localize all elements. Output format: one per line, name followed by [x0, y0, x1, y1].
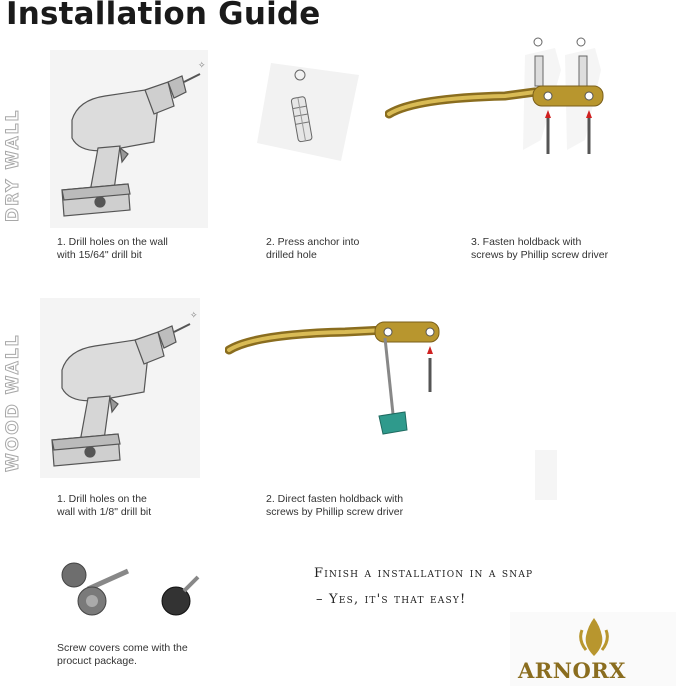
caption-line: screws by Phillip screw driver	[471, 249, 609, 261]
dry-step-1-caption	[57, 236, 168, 262]
caption-line: drilled hole	[266, 249, 317, 261]
caption-line: 1. Drill holes on the	[57, 493, 147, 505]
brand-name: ARNORX	[518, 658, 626, 683]
slogan-line-1: Finish a installation in a snap	[314, 566, 534, 581]
dry-step-2-caption	[266, 236, 359, 262]
drill-illustration-dry	[50, 50, 208, 228]
svg-text:✧: ✧	[190, 311, 198, 321]
wall-paper-fragment	[535, 450, 557, 500]
caption-line: 2. Press anchor into	[266, 236, 360, 248]
brand-emblem-icon	[576, 616, 612, 658]
dry-wall-label: DRY WALL	[3, 108, 23, 222]
anchor-illustration	[255, 45, 363, 165]
page-title: Installation Guide	[6, 0, 321, 32]
svg-text:✧: ✧	[198, 61, 206, 71]
caption-line: 3. Fasten holdback with	[471, 236, 582, 248]
wood-step-1-caption	[57, 493, 151, 519]
screw-covers-illustration	[52, 555, 212, 627]
caption-line: procuct package.	[57, 655, 137, 667]
caption-line: screws by Phillip screw driver	[266, 506, 404, 518]
holdback-fasten-wood	[225, 318, 455, 448]
dry-step-3-caption	[471, 236, 608, 262]
brand-logo	[510, 612, 676, 686]
screw-covers-caption	[57, 642, 188, 668]
caption-line: with 15/64" drill bit	[57, 249, 142, 261]
caption-line: 2. Direct fasten holdback with	[266, 493, 404, 505]
drill-illustration-wood	[40, 298, 200, 478]
slogan-line-2: – Yes, it's that easy!	[316, 592, 467, 607]
wood-step-2-caption	[266, 493, 403, 519]
caption-line: Screw covers come with the	[57, 642, 188, 654]
caption-line: wall with 1/8" drill bit	[57, 506, 152, 518]
holdback-fasten-dry	[385, 30, 635, 170]
caption-line: 1. Drill holes on the wall	[57, 236, 168, 248]
wood-wall-label: WOOD WALL	[3, 333, 23, 472]
